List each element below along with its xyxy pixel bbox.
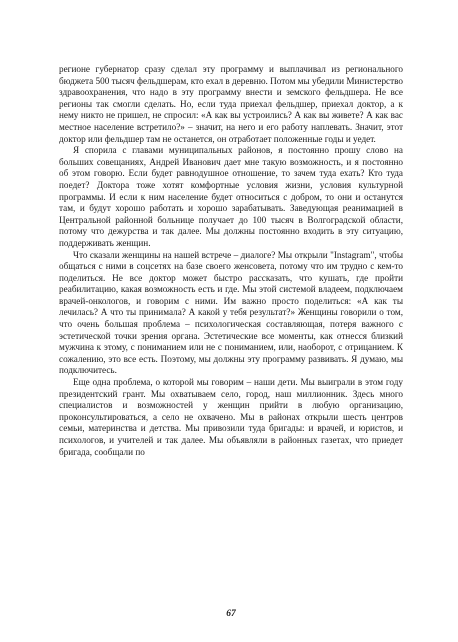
body-text [59,64,403,458]
paragraph-3: Что сказали женщины на нашей встрече – диалоге? Мы открыли "Instagram", чтобы общаться с ними в соцсетях на базе своего женсовета, потому что им трудно с кем-то поделиться. Не все доктор может быстро рассказать, что кушать, где пройти реабилитацию, какая возможность есть и где. Мы этой системой владеем, подключаем врачей-онкологов, и говорим с ними. Им важно просто поделиться: «А как ты лечилась? А что ты принимала? А какой у тебя результат?» Женщины говорили о том, что очень большая проблема – психологическая составляющая, потеря важного с эстетической точки зрения органа. Эстетические все моменты, как отнесся близкий мужчина к этому, с пониманием или не с пониманием, или, наоборот, с отрицанием. К сожалению, это все есть. Поэтому, мы должны эту программу развивать. Я думаю, мы подключитесь. [59,249,403,376]
page-number: 67 [226,609,236,619]
paragraph-4: Еще одна проблема, о которой мы говорим – наши дети. Мы выиграли в этом году президентский грант. Мы охватываем село, город, наш миллионник. Здесь много специалистов и возможностей у женщин прийти в любую организацию, проконсультироваться, а село не охвачено. Мы в районах открыли шесть центров семьи, материнства и детства. Мы привозили туда бригады: и врачей, и юристов, и психологов, и учителей и так далее. Мы объявляли в районных газетах, что приедет бригада, сообщали по [59,377,403,457]
paragraph-2: Я спорила с главами муниципальных районов, я постоянно прошу слово на больших совещаниях, Андрей Иванович дает мне такую возможность, и я постоянно об этом говорю. Если будет равнодушное отношение, то зачем туда ехать? Кто туда поедет? Доктора тоже хотят комфортные условия жизни, условия культурной программы. И если к ним население будет относиться с добром, то они и останутся там, и будут хорошо работать и хорошо зарабатывать. Заведующая реанимацией в Центральной районной больнице получает до 100 тысяч в Волгоградской области, потому что дежурства и так далее. Мы должны постоянно входить в эту ситуацию, поддерживать женщин. [59,145,403,248]
paragraph-1: регионе губернатор сразу сделал эту программу и выплачивал из регионального бюджета 500 тысяч фельдшерам, кто ехал в деревню. Потом мы убедили Министерство здравоохранения, что надо в эту программу внести и земского фельдшера. Не все регионы так смогли сделать. Но, если туда приехал фельдшер, приехал доктор, а к нему никто не пришел, не спросил: «А как вы устроились? А как вы живете? А как вас местное население встретило?» – значит, на него и его работу наплевать. Значит, этот доктор или фельдшер там не останется, он отработает положенные годы и уедет. [59,64,403,144]
book-page [59,64,403,624]
